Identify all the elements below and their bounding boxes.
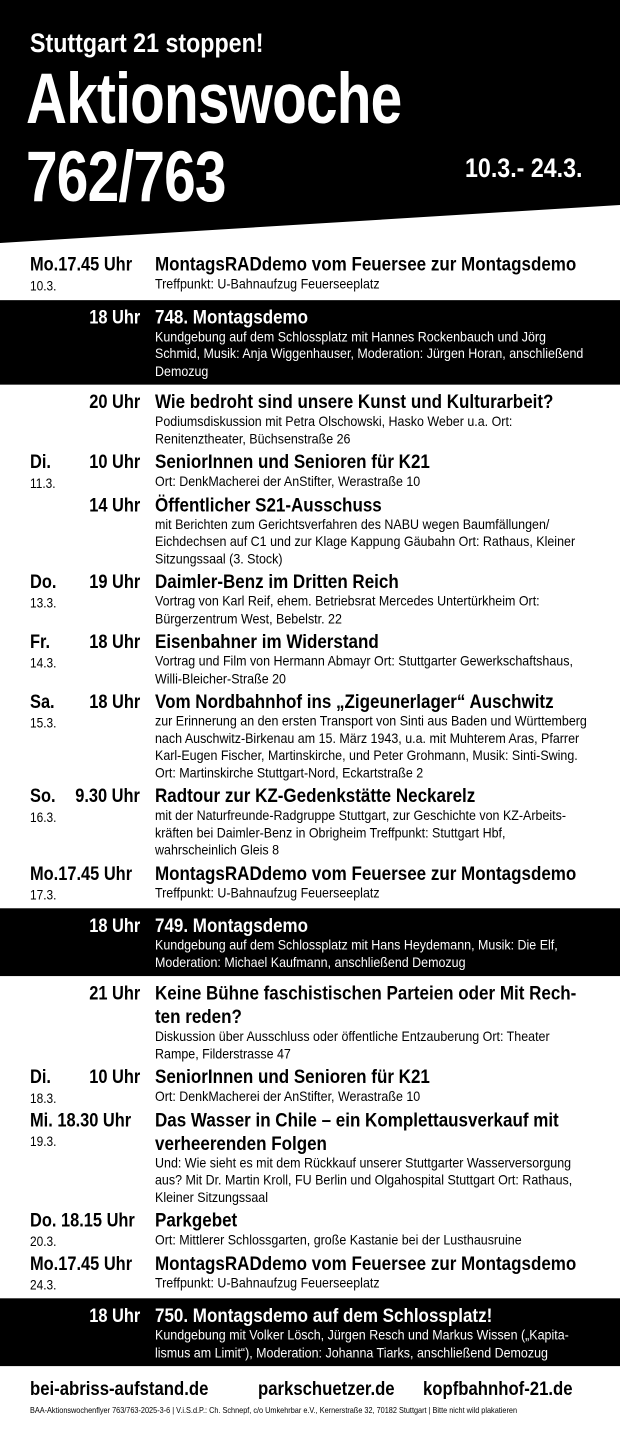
event-when [0, 1209, 152, 1250]
header-banner [0, 0, 620, 250]
event-row [0, 450, 620, 493]
event-date: 14.3. [30, 654, 57, 671]
event-title: Daimler-Benz im Dritten Reich [155, 571, 399, 593]
event-body [152, 306, 620, 381]
event-body [152, 450, 620, 491]
event-date: 17.3. [30, 886, 57, 902]
event-body [152, 1065, 620, 1106]
event-row [0, 1252, 620, 1295]
event-when [0, 493, 152, 568]
page-title: Aktionswoche [26, 60, 402, 139]
event-body [152, 1108, 620, 1207]
event-when [0, 862, 152, 903]
event-when [0, 785, 152, 860]
event-body [152, 1209, 620, 1250]
event-title: 750. Montagsdemo auf dem Schlossplatz! [155, 1305, 493, 1327]
imprint: BAA-Aktionswochenflyer 763/763-2025-3-6 | V.i.S.d.P.: Ch. Schnepf, c/o Umkehrbar e.V., Kernerstraße 32, 70182 Stuttgart | Bitte nicht wild plakatieren [30, 1405, 518, 1415]
event-body [152, 785, 620, 860]
event-time: 18 Uhr [88, 1305, 140, 1327]
event-row [0, 862, 620, 905]
event-row-highlight [0, 1298, 620, 1366]
event-details: Diskussion über Ausschluss oder öffentliche Entzauberung Ort: Theater Rampe, Filderstrasse 47 [155, 1029, 550, 1063]
event-row [0, 785, 620, 862]
event-body [152, 493, 620, 568]
event-body [152, 570, 620, 628]
event-details: Ort: Mittlerer Schlossgarten, große Kastanie bei der Lusthausruine [155, 1232, 522, 1249]
event-row [0, 630, 620, 690]
link-kopfbahnhof-21[interactable]: kopfbahnhof-21.de [423, 1379, 573, 1400]
event-row-highlight [0, 300, 620, 385]
event-details: Kundgebung auf dem Schlossplatz mit Hannes Rockenbauch und Jörg Schmid, Musik: Anja Wiggenhauser, Moderation: Jürgen Horan, anschließend Demozug [155, 329, 584, 380]
event-date: 13.3. [30, 594, 57, 611]
event-title: Eisenbahner im Widerstand [155, 631, 379, 653]
event-row [0, 690, 620, 784]
event-title: Öffentlicher S21-Ausschuss [155, 494, 382, 516]
event-date: 15.3. [30, 714, 57, 731]
event-time: 9.30 Uhr [75, 785, 140, 808]
event-title: Parkgebet [155, 1209, 238, 1232]
event-row [0, 1108, 620, 1209]
event-day: Mo.17.45 Uhr [30, 1252, 133, 1275]
event-details: Kundgebung mit Volker Lösch, Jürgen Resch und Markus Wissen („Kapitalismus am Limit“), Moderation: Johanna Tiarks, anschließend Demozug [155, 1327, 569, 1361]
event-title: Vom Nordbahnhof ins „Zigeunerlager“ Auschwitz [155, 691, 554, 713]
event-title: Das Wasser in Chile – ein Komplettausverkauf mit verheerenden Folgen [155, 1109, 559, 1155]
event-details: Podiumsdiskussion mit Petra Olschowski, Hasko Weber u.a. Ort: Renitenztheater, Büchsenstraße 26 [155, 414, 513, 448]
event-time: 18 Uhr [88, 631, 140, 653]
event-body [152, 1304, 620, 1362]
event-details: Treffpunkt: U-Bahnaufzug Feuerseeplatz [155, 1275, 380, 1291]
event-date: 19.3. [30, 1132, 57, 1149]
event-day: Sa. [30, 691, 55, 713]
event-title: SeniorInnen und Senioren für K21 [155, 451, 430, 474]
link-parkschuetzer[interactable]: parkschuetzer.de [258, 1379, 395, 1400]
event-when [0, 914, 152, 972]
event-day: Di. [30, 1066, 51, 1089]
event-day: So. [30, 785, 56, 808]
kicker: Stuttgart 21 stoppen! [30, 28, 264, 58]
event-body [152, 982, 620, 1064]
event-body [152, 391, 620, 449]
event-title: MontagsRADdemo vom Feuersee zur Montagsdemo [155, 253, 577, 276]
event-title: MontagsRADdemo vom Feuersee zur Montagsdemo [155, 862, 577, 885]
event-title: MontagsRADdemo vom Feuersee zur Montagsdemo [155, 1252, 577, 1275]
event-day: Do. 18.15 Uhr [30, 1209, 135, 1232]
event-row [0, 570, 620, 630]
event-details: Vortrag von Karl Reif, ehem. Betriebsrat Mercedes Untertürkheim Ort: Bürgerzentrum West, Bebelstr. 22 [155, 593, 540, 627]
event-time: 18 Uhr [88, 915, 140, 937]
event-details: Ort: DenkMacherei der AnStifter, Werastraße 10 [155, 1089, 421, 1105]
event-time: 18 Uhr [88, 306, 140, 329]
event-day: Mo.17.45 Uhr [30, 862, 133, 885]
event-title: 748. Montagsdemo [155, 306, 309, 329]
event-when [0, 306, 152, 381]
event-details: Ort: DenkMacherei der AnStifter, Werastraße 10 [155, 474, 421, 490]
event-row-highlight [0, 908, 620, 976]
event-when [0, 1108, 152, 1207]
event-body [152, 630, 620, 688]
event-row [0, 253, 620, 296]
event-time: 18 Uhr [88, 691, 140, 713]
event-date: 18.3. [30, 1090, 57, 1106]
page-title-number: 762/763 [26, 138, 226, 217]
event-when [0, 1304, 152, 1362]
event-row [0, 1209, 620, 1252]
event-details: mit der Naturfreunde-Radgruppe Stuttgart, zur Geschichte von KZ-Arbeitskräften bei Daimler-Benz in Obrigheim Treffpunkt: Stuttgart Hbf, wahrscheinlich Gleis 8 [155, 808, 567, 859]
event-day: Fr. [30, 631, 51, 653]
event-details: Treffpunkt: U-Bahnaufzug Feuerseeplatz [155, 276, 380, 293]
event-day: Mi. 18.30 Uhr [30, 1109, 132, 1131]
event-when [0, 690, 152, 782]
event-row [0, 982, 620, 1066]
event-details: zur Erinnerung an den ersten Transport von Sinti aus Baden und Württemberg nach Auschwitz-Birkenau am 15. März 1943, u.a. mit Muhterem Aras, Pfarrer Karl-Eugen Fischer, Martinskirche, und Peter Grohmann, Musik: Sinti-Swing. Ort: Martinskirche Stuttgart-Nord, Eckartstraße 2 [155, 713, 587, 782]
event-time: 10 Uhr [88, 451, 140, 474]
event-date: 20.3. [30, 1233, 57, 1250]
event-time: 14 Uhr [88, 494, 140, 516]
event-title: Radtour zur KZ-Gedenkstätte Neckarelz [155, 785, 476, 808]
event-time: 20 Uhr [88, 391, 140, 414]
event-when [0, 1065, 152, 1106]
event-body [152, 1252, 620, 1293]
event-day: Do. [30, 571, 57, 593]
event-date: 11.3. [30, 475, 56, 491]
event-day: Mo.17.45 Uhr [30, 253, 133, 276]
event-body [152, 914, 620, 972]
event-row [0, 391, 620, 451]
event-when [0, 391, 152, 449]
event-row [0, 493, 620, 570]
event-when [0, 450, 152, 491]
event-details: Kundgebung auf dem Schlossplatz mit Hans Heydemann, Musik: Die Elf, Moderation: Michael Kaufmann, anschließend Demozug [155, 937, 558, 971]
event-time: 19 Uhr [88, 571, 140, 593]
event-title: 749. Montagsdemo [155, 915, 309, 937]
event-date: 24.3. [30, 1276, 57, 1292]
event-title: Wie bedroht sind unsere Kunst und Kulturarbeit? [155, 391, 554, 414]
event-details: mit Berichten zum Gerichtsverfahren des NABU wegen Baumfällungen/ Eichdechsen auf C1 und zur Klage Kappung Gäubahn Ort: Rathaus, Kleiner Sitzungssaal (3. Stock) [155, 516, 576, 567]
event-when [0, 570, 152, 628]
event-details: Und: Wie sieht es mit dem Rückkauf unserer Stuttgarter Wasserversorgung aus? Mit Dr. Martin Kroll, FU Berlin und Olgahospital Stuttgart Ort: Rathaus, Kleiner Sitzungssaal [155, 1155, 573, 1206]
event-body [152, 862, 620, 903]
event-details: Vortrag und Film von Hermann Abmayr Ort: Stuttgarter Gewerkschaftshaus, Willi-Bleicher-Straße 20 [155, 653, 573, 687]
link-bei-abriss-aufstand[interactable]: bei-abriss-aufstand.de [30, 1379, 209, 1400]
event-list [0, 253, 620, 1372]
event-date: 10.3. [30, 277, 57, 294]
event-when [0, 1252, 152, 1293]
event-title: Keine Bühne faschistischen Parteien oder Mit Rechten reden? [155, 982, 577, 1029]
event-when [0, 253, 152, 294]
event-day: Di. [30, 451, 51, 474]
event-details: Treffpunkt: U-Bahnaufzug Feuerseeplatz [155, 885, 380, 901]
event-date: 16.3. [30, 809, 57, 825]
event-time: 10 Uhr [88, 1066, 140, 1089]
footer-links [0, 1379, 620, 1403]
event-body [152, 690, 620, 782]
event-row [0, 1065, 620, 1108]
date-range: 10.3.- 24.3. [465, 153, 583, 183]
event-time: 21 Uhr [88, 982, 140, 1005]
event-when [0, 982, 152, 1064]
event-when [0, 630, 152, 688]
event-title: SeniorInnen und Senioren für K21 [155, 1066, 430, 1089]
event-body [152, 253, 620, 294]
